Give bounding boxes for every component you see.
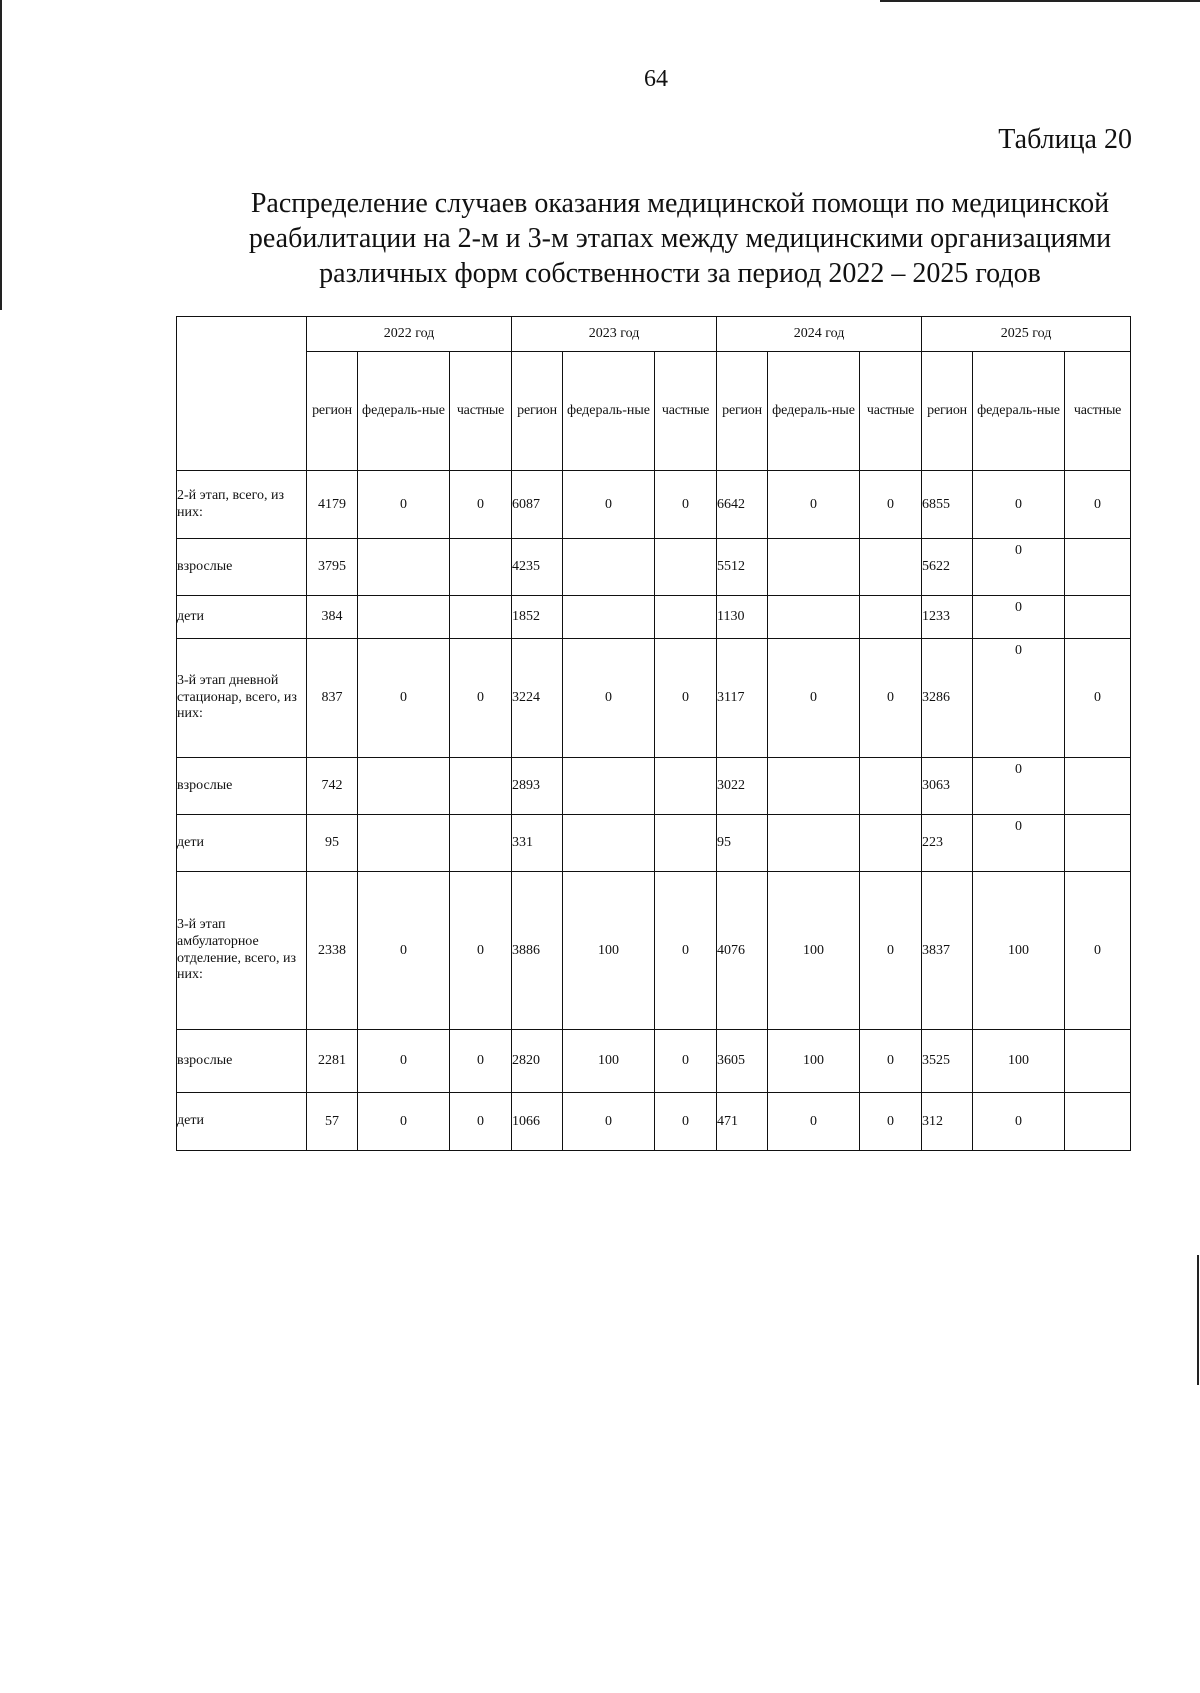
table-cell: 384 — [307, 596, 358, 639]
table-cell — [450, 539, 512, 596]
table-cell: 6087 — [512, 471, 563, 539]
table-cell — [563, 539, 655, 596]
row-label: взрослые — [177, 1030, 307, 1093]
table-cell: 2893 — [512, 758, 563, 815]
table-cell — [563, 815, 655, 872]
year-header: 2023 год — [512, 317, 717, 352]
table-cell: 100 — [563, 1030, 655, 1093]
subheader-federal: федераль-ные — [358, 352, 450, 471]
table-cell: 1130 — [717, 596, 768, 639]
table-cell: 2338 — [307, 872, 358, 1030]
table-cell: 1233 — [922, 596, 973, 639]
table-cell: 0 — [358, 471, 450, 539]
table-cell: 0 — [358, 1030, 450, 1093]
table-cell: 0 — [1065, 639, 1131, 758]
table-cell: 0 — [563, 639, 655, 758]
table-cell: 100 — [768, 872, 860, 1030]
table-cell — [358, 596, 450, 639]
table-cell — [358, 539, 450, 596]
table-cell: 0 — [973, 471, 1065, 539]
table-cell: 331 — [512, 815, 563, 872]
table-cell: 3286 — [922, 639, 973, 758]
row-label: 2-й этап, всего, из них: — [177, 471, 307, 539]
table-cell: 2820 — [512, 1030, 563, 1093]
table-cell — [450, 758, 512, 815]
table-cell: 2281 — [307, 1030, 358, 1093]
row-label: взрослые — [177, 758, 307, 815]
scan-edge-left — [0, 0, 2, 310]
table-cell: 837 — [307, 639, 358, 758]
table-cell: 100 — [768, 1030, 860, 1093]
table-cell: 6642 — [717, 471, 768, 539]
table-cell — [768, 815, 860, 872]
table-cell: 0 — [860, 1093, 922, 1151]
table-cell: 0 — [1065, 471, 1131, 539]
row-label: дети — [177, 815, 307, 872]
table-cell — [768, 596, 860, 639]
table-cell: 3224 — [512, 639, 563, 758]
table-cell — [1065, 539, 1131, 596]
table-cell: 6855 — [922, 471, 973, 539]
table-cell: 95 — [307, 815, 358, 872]
table-cell: 4179 — [307, 471, 358, 539]
table-row — [177, 1030, 1131, 1093]
document-title — [200, 186, 1160, 291]
table-cell: 0 — [450, 1030, 512, 1093]
table-cell — [1065, 1093, 1131, 1151]
table-cell: 3837 — [922, 872, 973, 1030]
table-cell: 0 — [655, 872, 717, 1030]
table-cell: 0 — [655, 639, 717, 758]
table-cell: 3605 — [717, 1030, 768, 1093]
table-cell: 0 — [450, 1093, 512, 1151]
table-cell: 0 — [450, 872, 512, 1030]
table-cell — [450, 815, 512, 872]
table-cell: 471 — [717, 1093, 768, 1151]
table-cell: 0 — [973, 815, 1065, 872]
title-line: Распределение случаев оказания медицинской помощи по медицинской — [250, 188, 1110, 219]
table-cell: 0 — [655, 471, 717, 539]
table-cell: 100 — [563, 872, 655, 1030]
scan-edge-top — [880, 0, 1200, 2]
table-cell: 0 — [973, 758, 1065, 815]
table-cell — [768, 539, 860, 596]
table-cell — [655, 758, 717, 815]
table-cell — [563, 758, 655, 815]
subheader-row — [177, 352, 1131, 471]
table-cell: 3795 — [307, 539, 358, 596]
table-cell: 0 — [563, 471, 655, 539]
subheader-federal: федераль-ные — [768, 352, 860, 471]
table-cell: 0 — [450, 639, 512, 758]
table-cell: 0 — [973, 639, 1065, 758]
table-cell: 0 — [973, 596, 1065, 639]
table-cell: 5512 — [717, 539, 768, 596]
table-cell: 0 — [358, 1093, 450, 1151]
subheader-region: регион — [512, 352, 563, 471]
table-cell — [358, 758, 450, 815]
table-cell: 0 — [450, 471, 512, 539]
table-cell: 0 — [973, 1093, 1065, 1151]
table-cell — [1065, 815, 1131, 872]
table-cell: 4235 — [512, 539, 563, 596]
table-row — [177, 471, 1131, 539]
table-cell: 0 — [655, 1030, 717, 1093]
corner-cell — [177, 317, 307, 471]
table-body — [177, 471, 1131, 1151]
table-cell: 0 — [358, 872, 450, 1030]
row-label: 3-й этап амбулаторное отделение, всего, из них: — [177, 872, 307, 1030]
table-cell: 0 — [973, 539, 1065, 596]
title-line: различных форм собственности за период 2022 – 2025 годов — [319, 258, 1041, 289]
table-cell: 0 — [768, 1093, 860, 1151]
year-header: 2025 год — [922, 317, 1131, 352]
table-cell: 0 — [1065, 872, 1131, 1030]
table-cell: 0 — [358, 639, 450, 758]
table-cell: 0 — [860, 872, 922, 1030]
subheader-region: регион — [307, 352, 358, 471]
table-cell — [1065, 758, 1131, 815]
table-cell: 5622 — [922, 539, 973, 596]
table-cell — [655, 596, 717, 639]
year-header: 2022 год — [307, 317, 512, 352]
subheader-region: регион — [922, 352, 973, 471]
table-cell: 0 — [563, 1093, 655, 1151]
row-label: 3-й этап дневной стационар, всего, из них: — [177, 639, 307, 758]
table-cell: 1066 — [512, 1093, 563, 1151]
table-row — [177, 1093, 1131, 1151]
row-label: дети — [177, 596, 307, 639]
table-cell — [768, 758, 860, 815]
table-cell: 223 — [922, 815, 973, 872]
table-row — [177, 596, 1131, 639]
table-cell: 100 — [973, 872, 1065, 1030]
table-cell: 3525 — [922, 1030, 973, 1093]
table-cell — [655, 539, 717, 596]
table-cell: 0 — [860, 471, 922, 539]
table-cell: 100 — [973, 1030, 1065, 1093]
table-cell: 312 — [922, 1093, 973, 1151]
table-cell: 3886 — [512, 872, 563, 1030]
subheader-federal: федераль-ные — [563, 352, 655, 471]
table-cell: 95 — [717, 815, 768, 872]
table-cell — [860, 539, 922, 596]
table-label: Таблица 20 — [998, 124, 1132, 155]
table-cell: 0 — [768, 471, 860, 539]
subheader-region: регион — [717, 352, 768, 471]
year-header-row — [177, 317, 1131, 352]
table-row — [177, 639, 1131, 758]
table-cell: 0 — [768, 639, 860, 758]
table-row — [177, 872, 1131, 1030]
subheader-private: частные — [860, 352, 922, 471]
table-cell — [860, 596, 922, 639]
table-cell: 0 — [655, 1093, 717, 1151]
table-cell: 4076 — [717, 872, 768, 1030]
year-header: 2024 год — [717, 317, 922, 352]
table-cell — [563, 596, 655, 639]
table-cell — [655, 815, 717, 872]
data-table — [176, 316, 1131, 1151]
subheader-federal: федераль-ные — [973, 352, 1065, 471]
table-row — [177, 815, 1131, 872]
table-cell: 742 — [307, 758, 358, 815]
table-cell: 0 — [860, 639, 922, 758]
table-cell — [860, 758, 922, 815]
page-number: 64 — [644, 66, 668, 92]
table-cell — [1065, 596, 1131, 639]
subheader-private: частные — [1065, 352, 1131, 471]
table-cell — [450, 596, 512, 639]
subheader-private: частные — [450, 352, 512, 471]
title-line: реабилитации на 2-м и 3-м этапах между медицинскими организациями — [248, 223, 1112, 254]
table-cell: 3022 — [717, 758, 768, 815]
table-cell — [358, 815, 450, 872]
table-cell — [860, 815, 922, 872]
table-cell: 1852 — [512, 596, 563, 639]
table-cell: 3063 — [922, 758, 973, 815]
table-cell: 0 — [860, 1030, 922, 1093]
table-row — [177, 539, 1131, 596]
table-cell: 3117 — [717, 639, 768, 758]
table-row — [177, 758, 1131, 815]
table-cell: 57 — [307, 1093, 358, 1151]
scan-edge-right — [1197, 1255, 1199, 1385]
row-label: взрослые — [177, 539, 307, 596]
subheader-private: частные — [655, 352, 717, 471]
table-cell — [1065, 1030, 1131, 1093]
row-label: дети — [177, 1093, 307, 1151]
